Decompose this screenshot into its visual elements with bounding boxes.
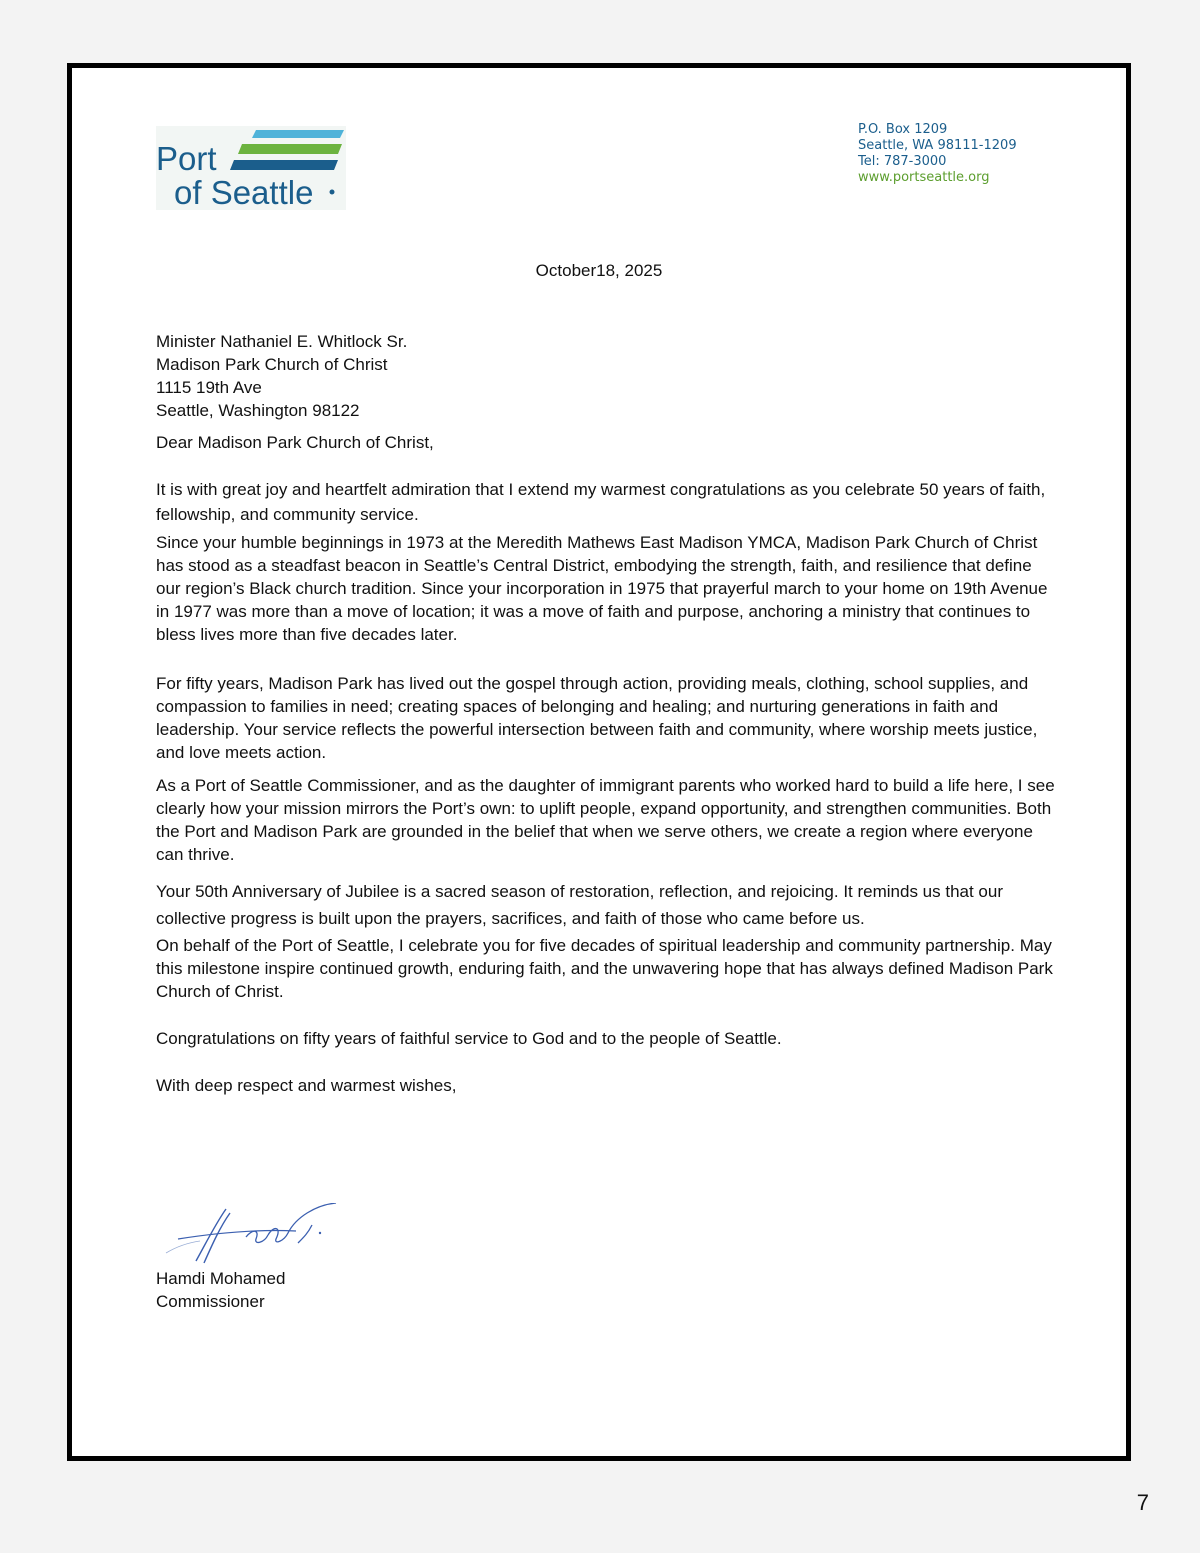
paragraph-text: Since your humble beginnings in 1973 at the Meredith Mathews East Madison YMCA, Madison Park Church of Christ has stood as a steadfast beacon in Seattle’s Central District, embodying the strength, faith, and resilience that define our region’s Black church tradition. Since your incorporation in 1975 that prayerful march to your home on 19th Avenue in 1977 was more than a move of location; it was a move of faith and purpose, anchoring a ministry that continues to bless lives more than five decades later.: [156, 533, 1048, 644]
paragraph-6: [156, 934, 1056, 1003]
paragraph-text: On behalf of the Port of Seattle, I celebrate you for five decades of spiritual leadership and community partnership. May this milestone inspire continued growth, enduring faith, and the unwavering hope that has always defined Madison Park Church of Christ.: [156, 936, 1053, 1001]
recipient-block: [156, 330, 407, 422]
website-link[interactable]: www.portseattle.org: [858, 170, 990, 185]
letter-page: [67, 63, 1131, 1461]
page-number: 7: [1136, 1490, 1149, 1515]
po-box: P.O. Box 1209: [858, 122, 948, 137]
signature-image: [156, 1203, 356, 1271]
port-of-seattle-logo: [156, 126, 346, 210]
paragraph-5: [156, 878, 1056, 932]
paragraph-text: It is with great joy and heartfelt admiration that I extend my warmest congratulations as you celebrate 50 years of faith, fellowship, and community service.: [156, 480, 1046, 524]
paragraph-2: [156, 531, 1056, 646]
closing: With deep respect and warmest wishes,: [156, 1076, 457, 1095]
recipient-organization: Madison Park Church of Christ: [156, 355, 388, 374]
svg-text:of Seattle: of Seattle: [174, 174, 314, 210]
letterhead-address: [858, 122, 1017, 186]
recipient-city: Seattle, Washington 98122: [156, 401, 360, 420]
salutation: Dear Madison Park Church of Christ,: [156, 433, 434, 452]
paragraph-text: Congratulations on fifty years of faithful service to God and to the people of Seattle.: [156, 1029, 782, 1048]
phone-number: Tel: 787-3000: [858, 154, 947, 169]
recipient-name: Minister Nathaniel E. Whitlock Sr.: [156, 332, 408, 351]
city-zip: Seattle, WA 98111-1209: [858, 138, 1017, 153]
svg-text:Port: Port: [156, 140, 217, 177]
paragraph-text: As a Port of Seattle Commissioner, and as the daughter of immigrant parents who worked hard to build a life here, I see clearly how your mission mirrors the Port’s own: to uplift people, expand opportunity, and strengthen communities. Both the Port and Madison Park are grounded in the belief that when we serve others, we create a region where everyone can thrive.: [156, 776, 1055, 864]
letter-date: October18, 2025: [535, 261, 663, 280]
paragraph-4: [156, 774, 1056, 866]
signer-block: [156, 1267, 285, 1313]
paragraph-7: [156, 1027, 1056, 1050]
signer-name: Hamdi Mohamed: [156, 1269, 286, 1288]
paragraph-text: For fifty years, Madison Park has lived out the gospel through action, providing meals, clothing, school supplies, and compassion to families in need; creating spaces of belonging and healing; and nurturing generations in faith and leadership. Your service reflects the powerful intersection between faith and community, where worship meets justice, and love meets action.: [156, 674, 1038, 762]
paragraph-text: Your 50th Anniversary of Jubilee is a sacred season of restoration, reflection, and rejoicing. It reminds us that our collective progress is built upon the prayers, sacrifices, and faith of those who came before us.: [156, 882, 1004, 928]
paragraph-1: [156, 477, 1056, 527]
paragraph-3: [156, 672, 1056, 764]
recipient-street: 1115 19th Ave: [156, 378, 262, 397]
signer-title: Commissioner: [156, 1292, 265, 1311]
